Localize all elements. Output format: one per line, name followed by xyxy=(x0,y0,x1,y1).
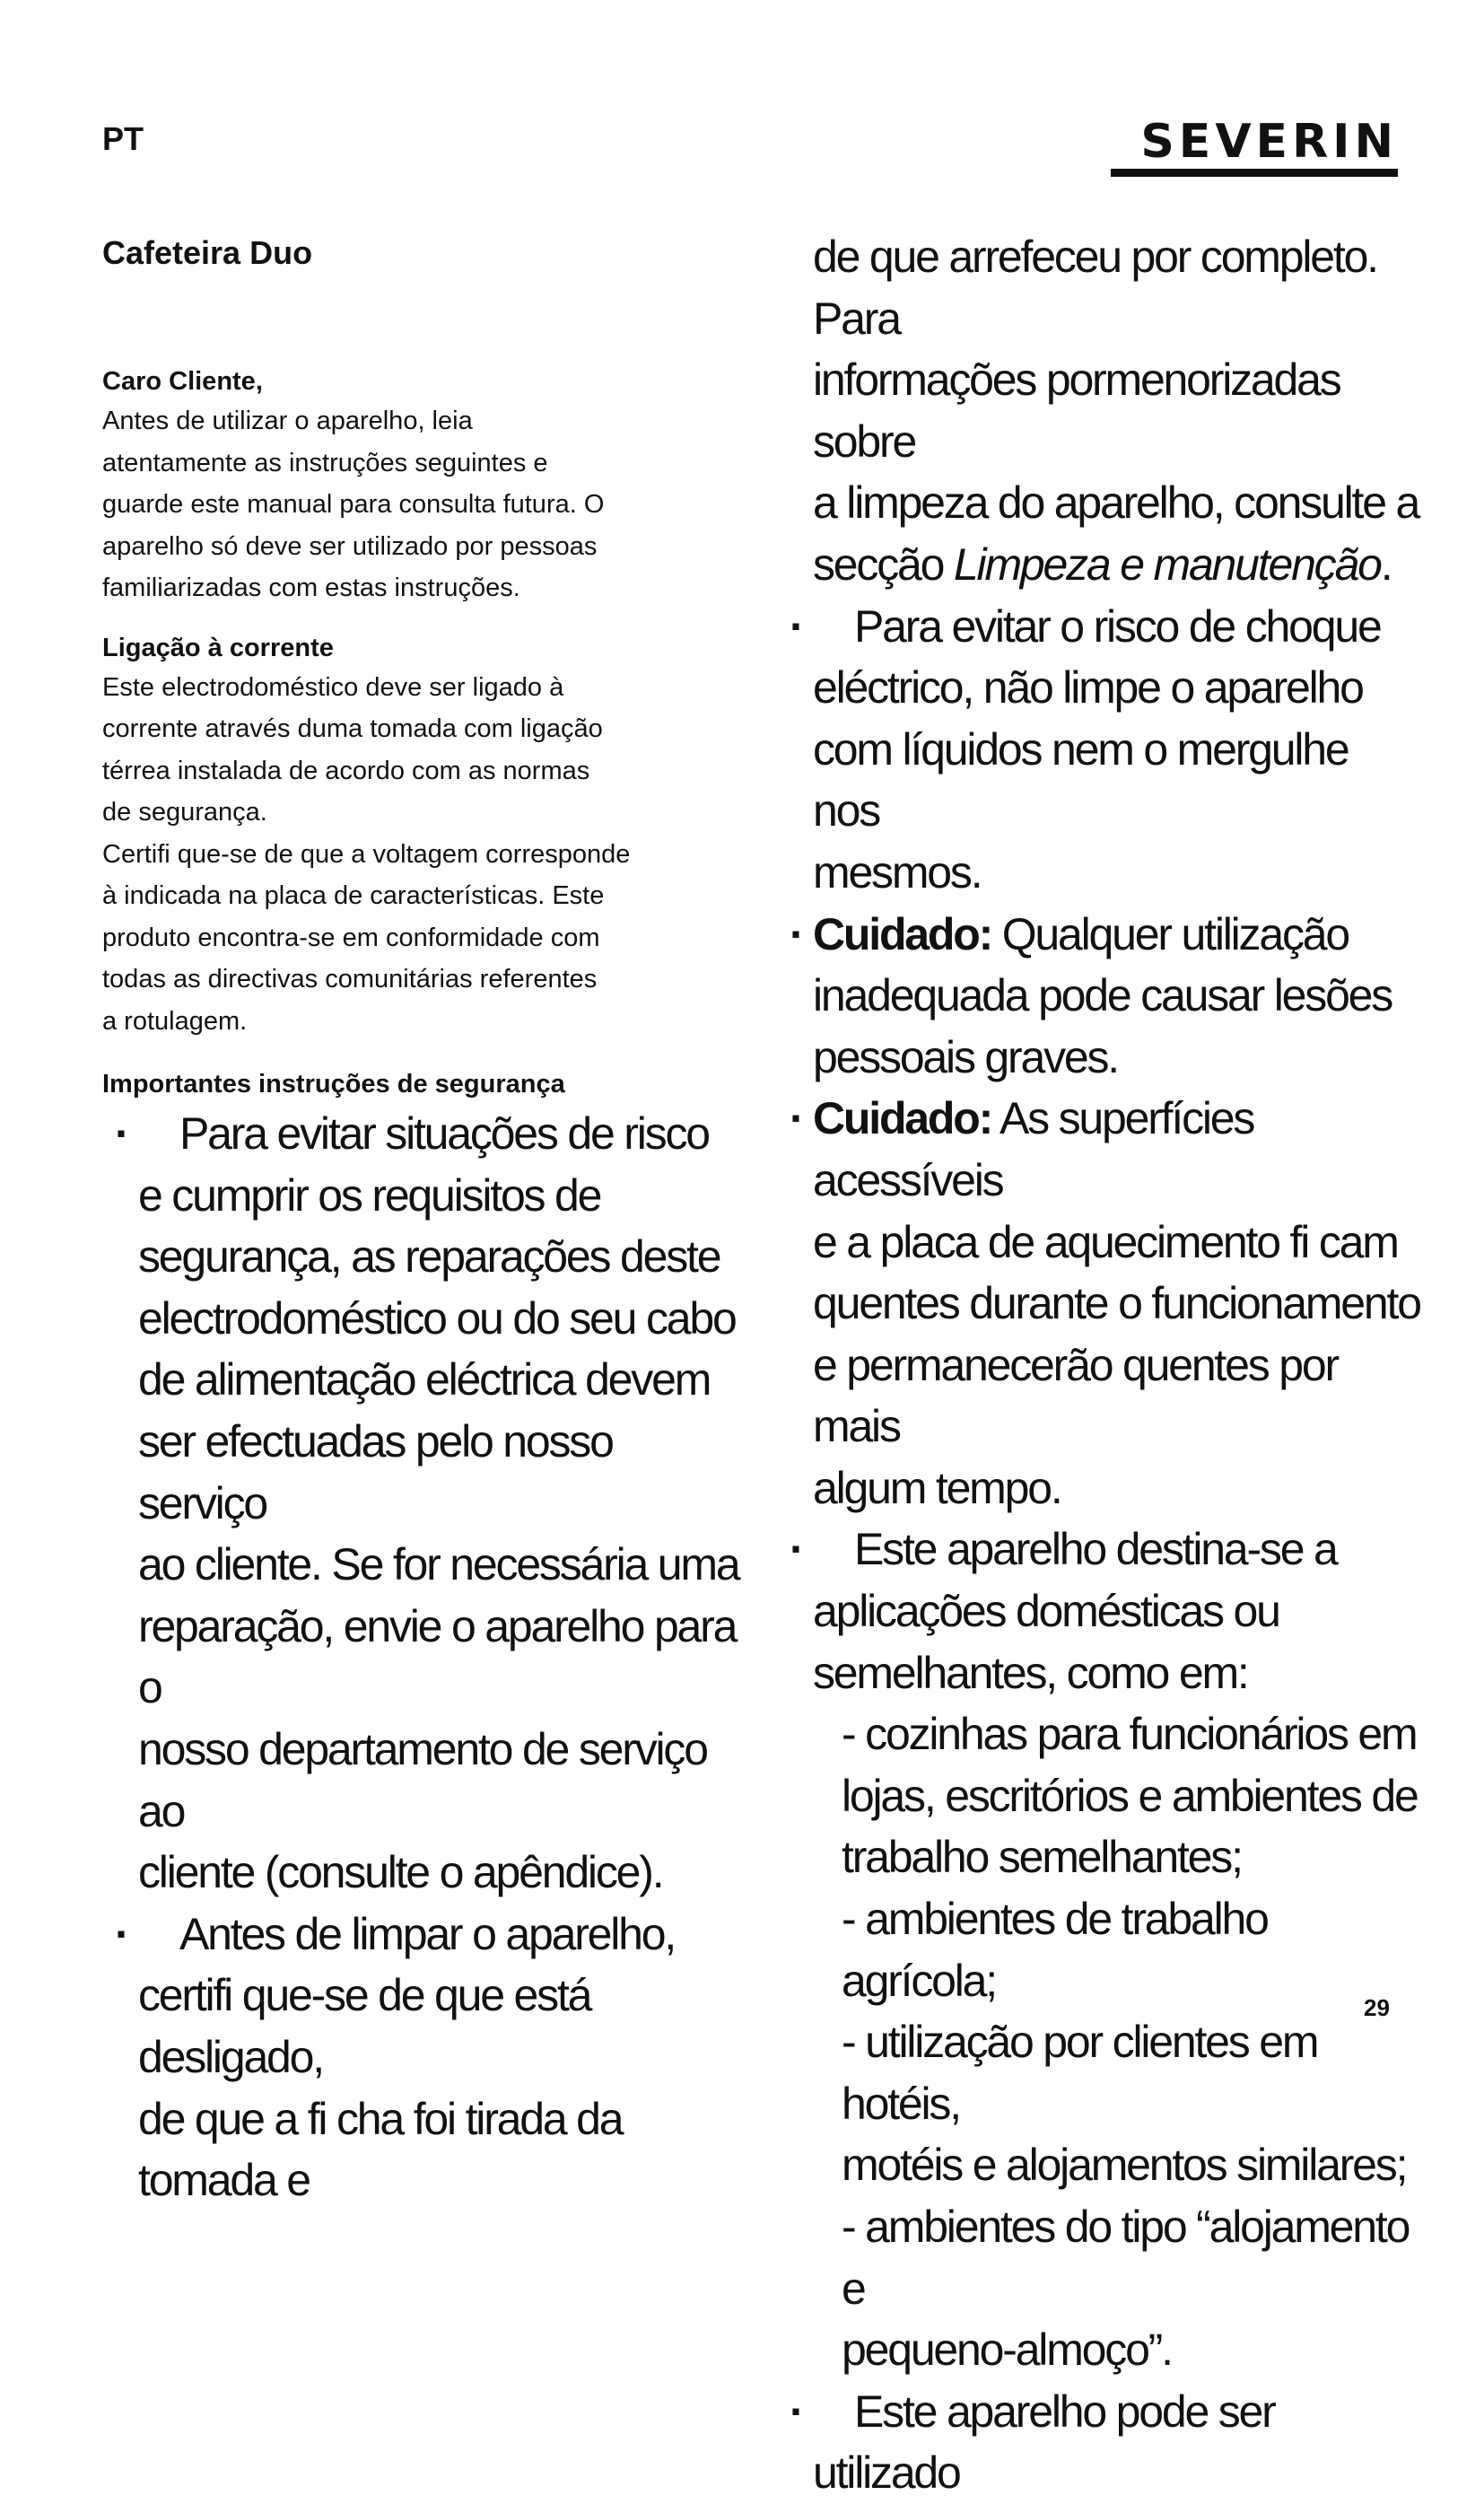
safety-item-text: Para evitar o risco de choque eléctrico, não limpe o aparelho com líquidos nem o mergulhe nos mesmos. xyxy=(813,600,1381,897)
safety-item-text: Este aparelho pode ser utilizado xyxy=(813,2386,1275,2499)
connection-heading: Ligação à corrente xyxy=(102,633,334,662)
safety-item-may-be-used xyxy=(777,2381,1423,2504)
brand-logo: SEVERIN xyxy=(1111,115,1398,177)
bullet: · xyxy=(790,1093,803,1144)
right-column xyxy=(777,226,1423,2504)
page-title: Cafeteira Duo xyxy=(102,234,313,271)
safety-item-text: Cuidado: As superfícies acessíveis e a placa de aquecimento fi cam quentes durante o funcionamento e permanecerão quentes por mais algum tempo. xyxy=(813,1093,1420,1513)
caution-label: Cuidado: xyxy=(813,908,992,959)
safety-item-shock xyxy=(777,596,1423,904)
caution-label: Cuidado: xyxy=(813,1093,992,1144)
safety-item-text: de que arrefeceu por completo. Para informações pormenorizadas sobre a limpeza do aparelho, consulte a secção Limpeza e manutenção. xyxy=(813,232,1419,590)
bullet: · xyxy=(790,600,803,652)
bullet: · xyxy=(115,1108,128,1159)
bullet: · xyxy=(790,1524,803,1575)
safety-item-text: Cuidado: Qualquer utilização inadequada pode causar lesões pessoais graves. xyxy=(813,908,1392,1082)
safety-item-repairs xyxy=(102,1103,748,1904)
safety-item-cleaning xyxy=(102,1904,748,2211)
left-column xyxy=(102,230,748,2211)
bullet: · xyxy=(790,908,803,959)
safety-item-text: Antes de limpar o aparelho, certifi que-se de que está desligado, de que a fi cha foi tirada da tomada e xyxy=(138,1908,676,2206)
greeting-heading: Caro Cliente, xyxy=(102,367,263,396)
usage-examples-list: - cozinhas para funcionários em lojas, escritórios e ambientes de trabalho semelhantes; - ambientes de trabalho agrícola; - utilização por clientes em hotéis, motéis e alojamentos similares; - ambientes do tipo “alojamento e pequeno-almoço”. xyxy=(842,1709,1418,2376)
section-reference: Limpeza e manutenção xyxy=(953,538,1381,590)
safety-item-caution-hot xyxy=(777,1088,1423,1519)
safety-item-cleaning-continued xyxy=(777,226,1423,596)
connection-text: Este electrodoméstico deve ser ligado à corrente através duma tomada com ligação térrea instalada de acordo com as normas de segurança. Certifi que-se de que a voltagem corresponde à indicada na placa de características. Este produto encontra-se em conformidade com todas as directivas comunitárias referentes a rotulagem. xyxy=(102,672,631,1036)
greeting-text: Antes de utilizar o aparelho, leia atentamente as instruções seguintes e guarde este manual para consulta futura. O aparelho só deve ser utilizado por pessoas familiarizadas com estas instruções. xyxy=(102,407,605,602)
bullet: · xyxy=(790,2386,803,2437)
safety-item-text: Este aparelho destina-se a aplicações domésticas ou semelhantes, como em: xyxy=(813,1524,1337,1698)
safety-item-text: Para evitar situações de risco e cumprir os requisitos de segurança, as reparações deste electrodoméstico ou do seu cabo de alimentação eléctrica devem ser efectuadas pelo nosso serviço ao cliente. Se for necessária uma reparação, envie o aparelho para o nosso departamento de serviço ao cliente (consulte o apêndice). xyxy=(138,1108,739,1898)
safety-heading: Importantes instruções de segurança xyxy=(102,1070,565,1099)
safety-item-caution-misuse xyxy=(777,904,1423,1089)
bullet: · xyxy=(115,1908,128,1959)
language-code: PT xyxy=(102,120,144,157)
page-number: 29 xyxy=(1364,1994,1390,2021)
safety-item-household-use xyxy=(777,1519,1423,2380)
